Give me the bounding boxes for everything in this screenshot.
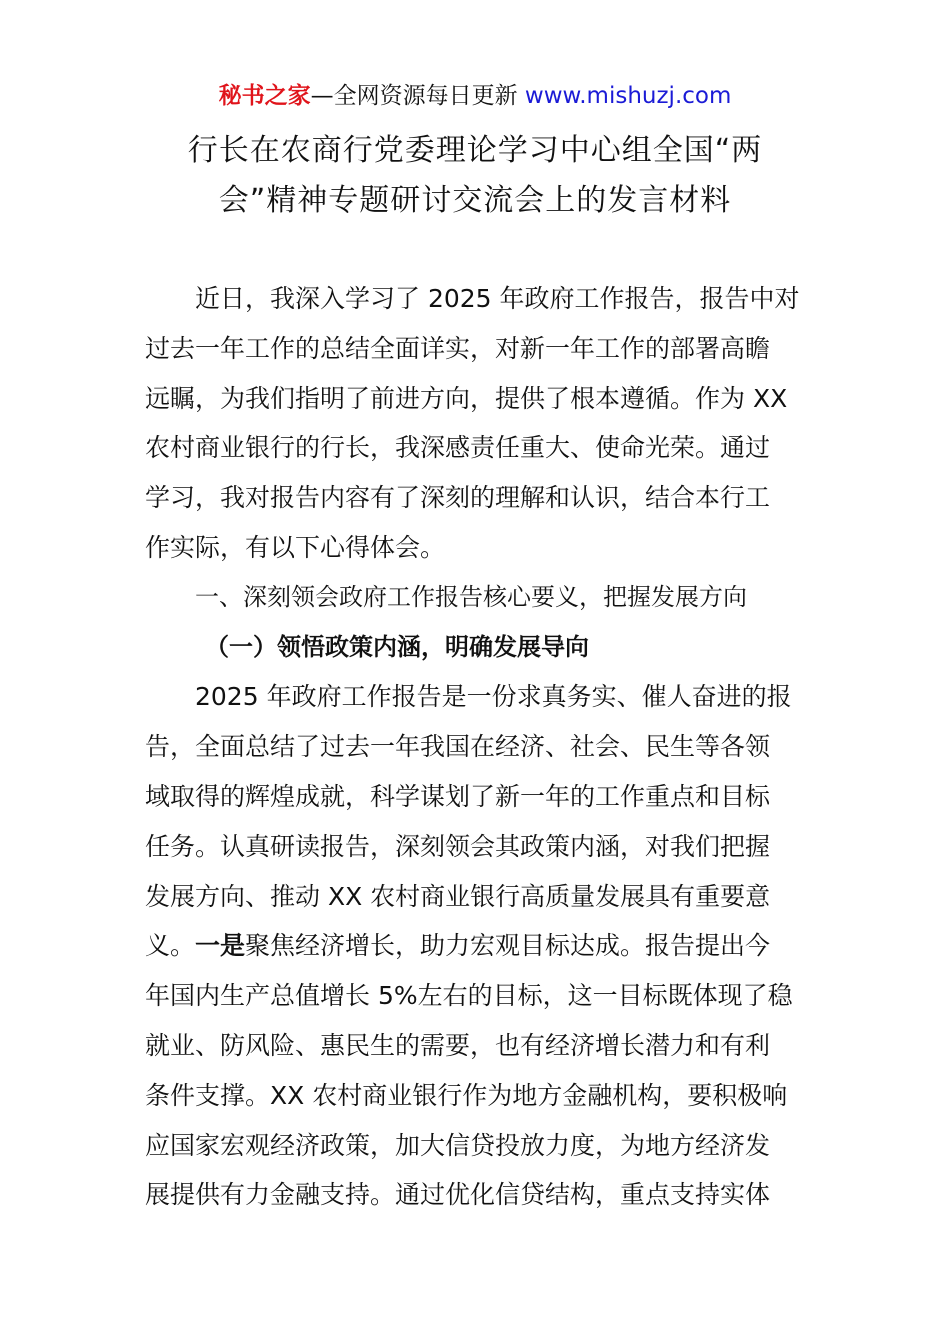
- text-line: 条件支撑。XX 农村商业银行作为地方金融机构，要积极响: [145, 1080, 788, 1110]
- site-link[interactable]: www.mishuzj.com: [524, 83, 732, 109]
- text-line: 就业、防风险、惠民生的需要，也有经济增长潜力和有利: [145, 1030, 771, 1060]
- text-line: 近日，我深入学习了 2025 年政府工作报告，报告中对: [195, 284, 800, 313]
- site-header: [0, 80, 950, 112]
- text-fragment: 聚焦经济增长，助力宏观目标达成。报告提出今: [245, 931, 771, 961]
- section-heading: 一、深刻领会政府工作报告核心要义，把握发展方向: [195, 582, 747, 611]
- text-line: 发展方向、推动 XX 农村商业银行高质量发展具有重要意: [145, 881, 771, 911]
- text-line: 任务。认真研读报告，深刻领会其政策内涵，对我们把握: [145, 831, 771, 861]
- document-title: [145, 126, 805, 226]
- text-line: 远瞩，为我们指明了前进方向，提供了根本遵循。作为 XX: [145, 383, 788, 413]
- subsection-heading: （一）领悟政策内涵，明确发展导向: [205, 632, 589, 661]
- document-body: [145, 274, 805, 1220]
- text-line: 过去一年工作的总结全面详实，对新一年工作的部署高瞻: [145, 333, 771, 363]
- paragraph-report: [145, 672, 805, 1220]
- text-line: [145, 921, 805, 971]
- text-line: 告，全面总结了过去一年我国在经济、社会、民生等各领: [145, 732, 771, 762]
- text-line: 作实际，有以下心得体会。: [145, 532, 446, 562]
- text-fragment: 义。: [145, 931, 196, 961]
- text-line: 应国家宏观经济政策，加大信贷投放力度，为地方经济发: [145, 1130, 771, 1160]
- title-line-1: 行长在农商行党委理论学习中心组全国“两: [187, 133, 763, 168]
- text-line: 展提供有力金融支持。通过优化信贷结构，重点支持实体: [145, 1180, 771, 1210]
- header-tagline: —全网资源每日更新: [310, 83, 525, 109]
- text-line: 域取得的辉煌成就，科学谋划了新一年的工作重点和目标: [145, 781, 771, 811]
- text-line: 农村商业银行的行长，我深感责任重大、使命光荣。通过: [145, 433, 771, 463]
- text-line: 2025 年政府工作报告是一份求真务实、催人奋进的报: [195, 682, 792, 712]
- title-line-2: 会”精神专题研讨交流会上的发言材料: [218, 183, 732, 218]
- paragraph-intro: [145, 274, 805, 573]
- emphasis-first: 一是: [195, 931, 246, 961]
- text-line: 年国内生产总值增长 5%左右的目标，这一目标既体现了稳: [145, 981, 793, 1011]
- brand-name: 秘书之家: [218, 83, 311, 109]
- text-line: 学习，我对报告内容有了深刻的理解和认识，结合本行工: [145, 483, 771, 513]
